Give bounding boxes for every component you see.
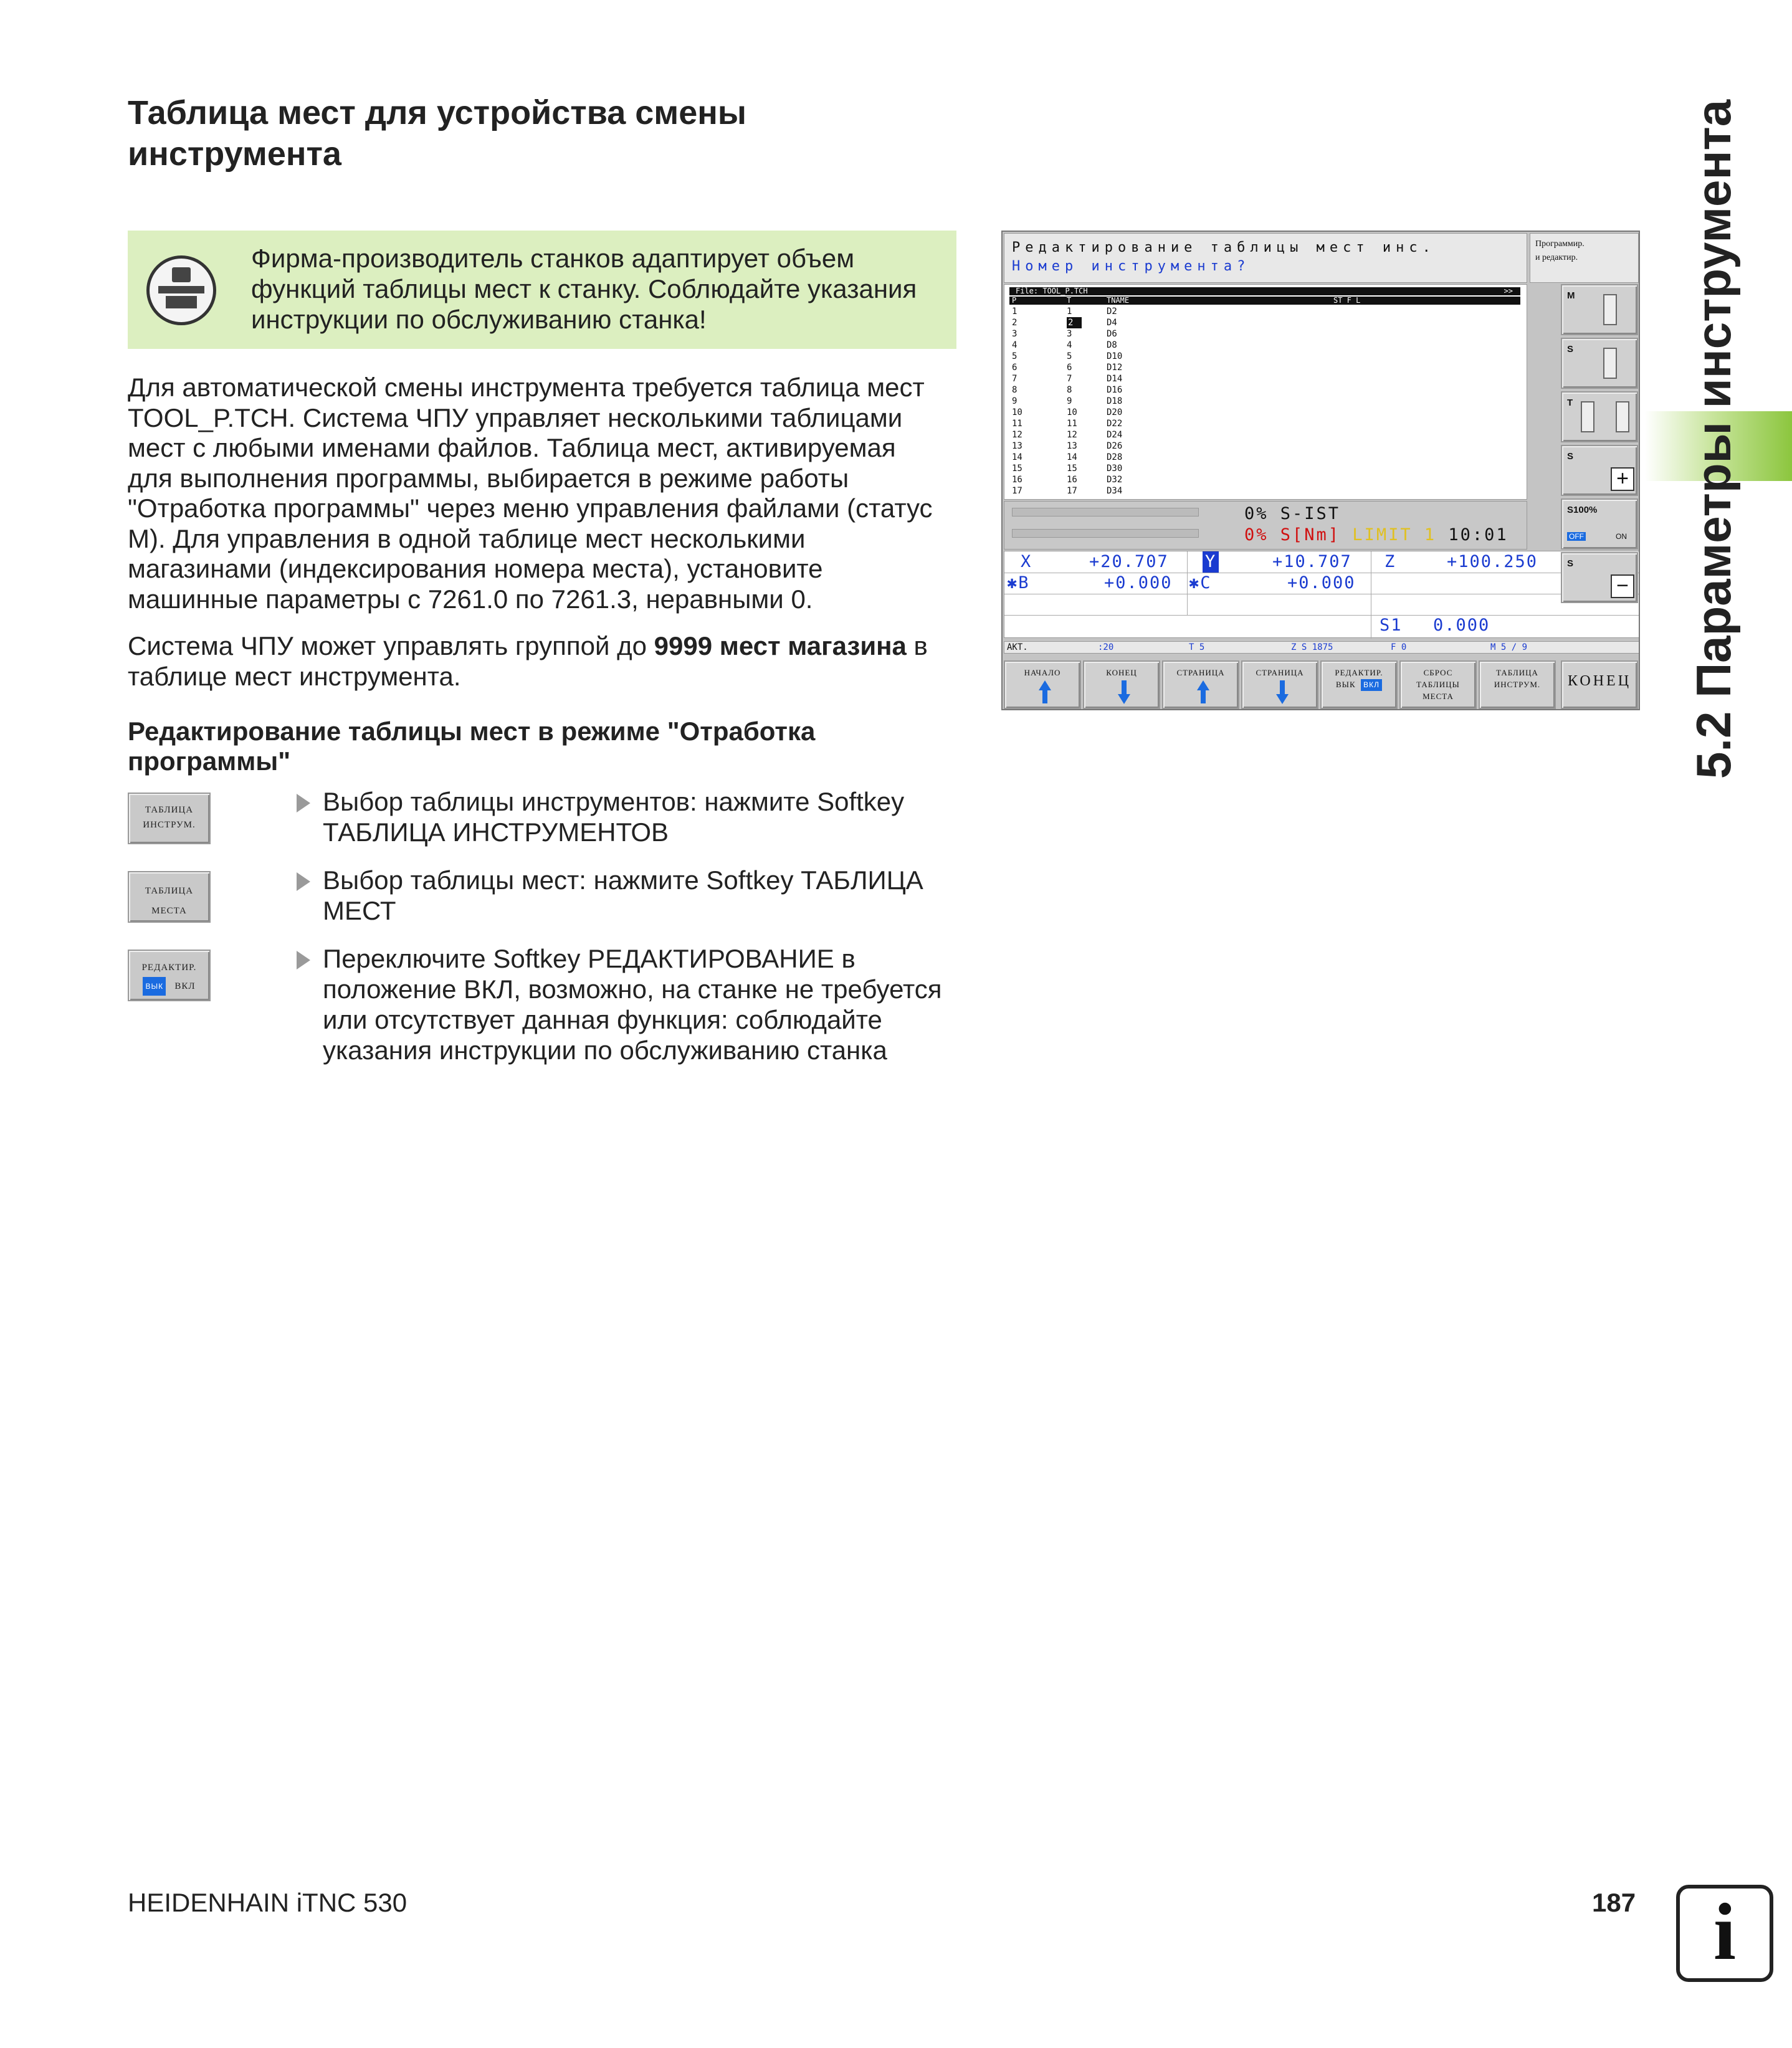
softkey-edit[interactable]: РЕДАКТИР. ВЫК ВКЛ (1320, 660, 1398, 709)
paragraph-line: M). Для управления в одной таблице мест несколькими (128, 523, 806, 553)
screen-header (1004, 233, 1527, 283)
table-row[interactable]: 1 1 D2 (1012, 307, 1117, 317)
table-row[interactable]: 12 12 D24 (1012, 430, 1123, 440)
screen-header-prompt: Номер инструмента? (1012, 259, 1251, 274)
softkey-tool-table-screen[interactable]: ТАБЛИЦА ИНСТРУМ. (1479, 660, 1556, 709)
intro-paragraph (128, 373, 960, 614)
side-softkey-m[interactable]: M (1561, 284, 1638, 335)
table-row[interactable]: 8 8 D16 (1012, 385, 1123, 395)
capacity-paragraph (128, 631, 960, 692)
step-2: Выбор таблицы мест: нажмите Softkey ТАБЛИЦА МЕСТ (298, 865, 965, 926)
edit-on-state: ВКЛ (174, 981, 196, 991)
paragraph-line: магазинами (индексирования номера места), установите (128, 554, 823, 583)
plus-icon: + (1611, 467, 1634, 491)
arrow-down-icon (1118, 694, 1130, 704)
side-softkey-t[interactable]: T (1561, 391, 1638, 442)
side-softkey-spindle-plus[interactable]: S + (1561, 445, 1638, 496)
table-row[interactable]: 5 5 D10 (1012, 351, 1123, 361)
operating-mode-label: Программир. и редактир. (1530, 233, 1639, 283)
page-number: 187 (1592, 1888, 1636, 1917)
side-softkey-s[interactable]: S (1561, 338, 1638, 389)
table-row[interactable]: 17 17 D34 (1012, 486, 1123, 496)
cnc-screen-screenshot (1001, 231, 1640, 710)
step-1: Выбор таблицы инструментов: нажмите Softkey ТАБЛИЦА ИНСТРУМЕНТОВ (298, 786, 965, 847)
table-row[interactable]: 11 11 D22 (1012, 419, 1123, 429)
paragraph-line: таблице мест инструмента. (128, 661, 461, 691)
step-arrow-icon (297, 872, 310, 891)
note-line: функций таблицы мест к станку. Соблюдайте указания (251, 274, 917, 303)
chapter-side-title: 5.2 Параметры инструмента (1686, 99, 1741, 779)
table-row[interactable]: 15 15 D30 (1012, 464, 1123, 474)
table-row[interactable]: 3 3 D6 (1012, 329, 1117, 339)
machine-note-icon (146, 255, 216, 325)
pocket-table (1004, 284, 1527, 500)
tool-icon (1603, 294, 1617, 325)
arrow-down-icon (1276, 694, 1289, 704)
table-row[interactable]: 2 2 D4 (1012, 318, 1117, 328)
table-row[interactable]: 14 14 D28 (1012, 452, 1123, 462)
note-line: инструкции по обслуживанию станка! (251, 305, 707, 334)
side-softkey-spindle-minus[interactable]: S − (1561, 552, 1638, 603)
paragraph-line: Система ЧПУ может управлять группой до 9999 мест магазина в (128, 631, 928, 660)
table-row[interactable]: 16 16 D32 (1012, 475, 1123, 485)
table-row[interactable]: 10 10 D20 (1012, 407, 1123, 417)
edit-off-state: ВЫК (143, 977, 166, 996)
softkey-page-up[interactable]: СТРАНИЦА (1162, 660, 1239, 709)
file-bar: File: TOOL_P.TCH >> (1009, 287, 1520, 295)
softkey-pocket-table[interactable]: ТАБЛИЦА МЕСТА (128, 871, 211, 923)
note-line: Фирма-производитель станков адаптирует объем (251, 244, 855, 273)
paragraph-line: "Отработка программы" через меню управления файлами (статус (128, 493, 933, 523)
page-title-line-2: инструмента (128, 135, 341, 173)
paragraph-line: мест с любыми именами файлов. Таблица мест, активируемая (128, 433, 896, 462)
screen-header-title: Редактирование таблицы мест инс. (1012, 240, 1436, 255)
step-arrow-icon (297, 951, 310, 969)
softkey-end[interactable]: КОНЕЦ (1083, 660, 1160, 709)
table-row[interactable]: 6 6 D12 (1012, 363, 1123, 373)
tool-change-icon (1616, 401, 1629, 432)
page-title-line-1: Таблица мест для устройства смены (128, 94, 746, 131)
table-header: P T TNAME ST F L (1009, 297, 1520, 305)
manufacturer-note (128, 231, 956, 349)
table-row[interactable]: 13 13 D26 (1012, 441, 1123, 451)
softkey-edit-toggle[interactable]: РЕДАКТИР. ВЫК ВКЛ (128, 950, 211, 1001)
info-icon: i (1676, 1885, 1773, 1982)
step-3: Переключите Softkey РЕДАКТИРОВАНИЕ в положение ВКЛ, возможно, на станке не требуется или отсутствует данная функция: соблюдайте указания инструкции по обслуживанию станка (298, 943, 965, 1065)
paragraph-line: для выполнения программы, выбирается в режиме работы (128, 463, 849, 493)
arrow-up-icon (1039, 680, 1051, 690)
tool-change-icon (1581, 401, 1594, 432)
table-row[interactable]: 7 7 D14 (1012, 374, 1123, 384)
side-softkey-spindle-override[interactable]: S100% OFF ON (1561, 498, 1638, 550)
page-title (128, 92, 875, 174)
paragraph-line: машинные параметры с 7261.0 по 7261.3, неравными 0. (128, 584, 813, 614)
arrow-up-icon (1197, 680, 1209, 690)
step-arrow-icon (297, 794, 310, 812)
table-row[interactable]: 9 9 D18 (1012, 396, 1123, 406)
footer-product: HEIDENHAIN iTNC 530 (128, 1888, 407, 1917)
softkey-page-down[interactable]: СТРАНИЦА (1241, 660, 1318, 709)
spindle-icon (1603, 348, 1617, 379)
note-text (251, 243, 949, 335)
spindle-status: 0% S-IST 0% S[Nm] LIMIT 1 10:01 (1004, 501, 1527, 550)
softkey-reset-pocket-table[interactable]: СБРОС ТАБЛИЦЫ МЕСТА (1399, 660, 1477, 709)
softkey-begin[interactable]: НАЧАЛО (1004, 660, 1081, 709)
table-row[interactable]: 4 4 D8 (1012, 340, 1117, 350)
small-status-bar: АКТ. :20 T 5 Z S 1875 F 0 M 5 / 9 (1004, 641, 1639, 654)
softkey-konec[interactable]: КОНЕЦ (1561, 660, 1638, 709)
position-display: X +20.707 Y +10.707 Z +100.250 ✱B +0.000 ✱C +0.000 S1 0.000 (1004, 551, 1639, 638)
paragraph-line: Для автоматической смены инструмента требуется таблица мест (128, 373, 925, 402)
softkey-tool-table[interactable]: ТАБЛИЦА ИНСТРУМ. (128, 793, 211, 844)
paragraph-line: TOOL_P.TCH. Система ЧПУ управляет несколькими таблицами (128, 402, 903, 432)
minus-icon: − (1611, 574, 1634, 598)
capacity-emphasis: 9999 мест магазина (654, 631, 907, 660)
section-subheading: Редактирование таблицы мест в режиме "Отработка программы" (128, 717, 816, 776)
